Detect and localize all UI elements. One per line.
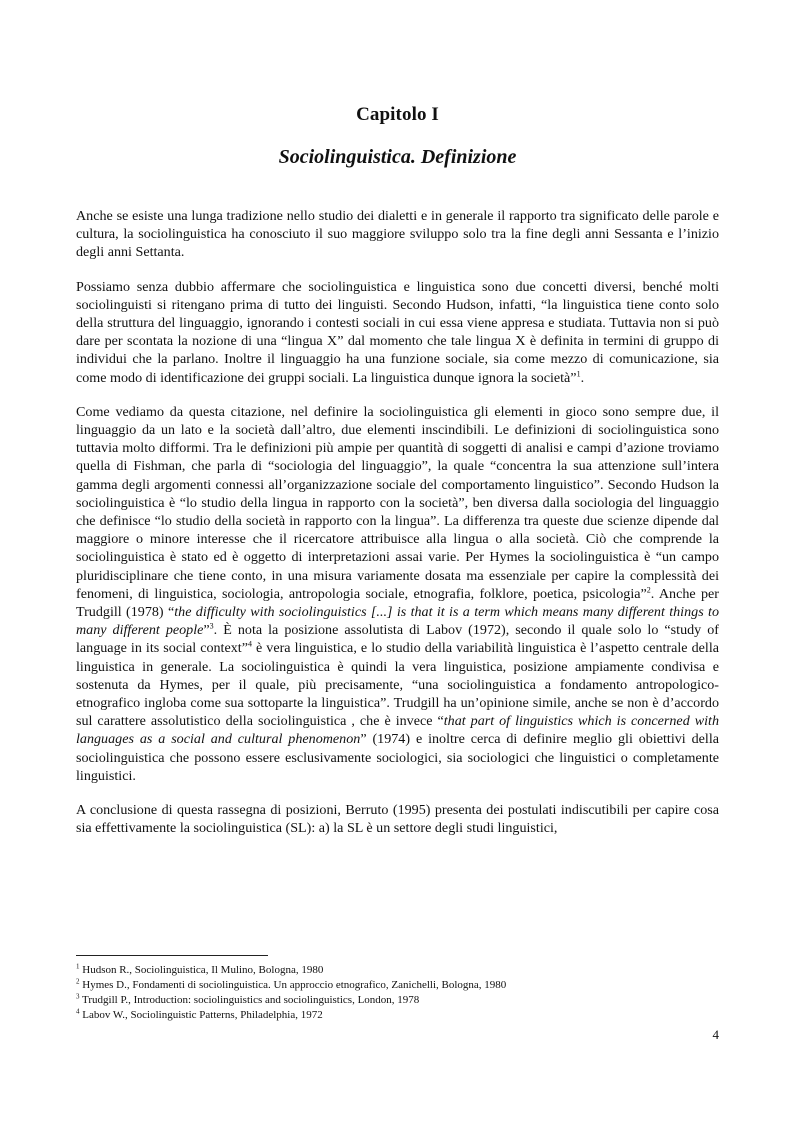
paragraph-2-tail: . xyxy=(580,369,585,386)
page-number: 4 xyxy=(712,1027,719,1042)
footnote-number: 1 xyxy=(76,962,80,971)
footnote-number: 4 xyxy=(76,1007,80,1016)
footnote-text: Hudson R., Sociolinguistica, Il Mulino, Bologna, 1980 xyxy=(79,964,324,976)
footnote xyxy=(76,978,719,993)
footnote-number: 3 xyxy=(76,992,80,1001)
footnote-text: Labov W., Sociolinguistic Patterns, Philadelphia, 1972 xyxy=(79,1009,323,1021)
footnote-ref-2[interactable]: 2 xyxy=(646,585,651,595)
trudgill-quote: the difficulty with sociolinguistics [...] is that it is a term which means many different things to many different people xyxy=(76,604,719,639)
paragraph-3-d: . È nota la posizione assolutista di Labov (1972), secondo il quale solo lo “study of language in its social context” xyxy=(76,622,719,657)
footnote-number: 2 xyxy=(76,977,80,986)
chapter-title: Capitolo I xyxy=(356,104,439,125)
trudgill-definition-quote: that part of linguistics which is concerned with languages as a social and cultural phenomenon xyxy=(76,713,720,748)
chapter-subtitle: Sociolinguistica. Definizione xyxy=(278,146,517,168)
paragraph-3-b: . Anche per Trudgill (1978) “ xyxy=(76,585,719,621)
paragraph-3-a: Come vediamo da questa citazione, nel definire la sociolinguistica gli elementi in gioco sono sempre due, il linguaggio da un lato e la società dall’altro, due elementi inscindibili. Le definizioni di sociolinguistica sono tuttavia molto difformi. Tra le definizioni più ampie per quantità di soggetti di analisi e campi d’azione troviamo quella di Fishman, che parla di “sociologia del linguaggio”, la quale “concentra la sua attenzione sull’intera gamma degli argomenti connessi all’organizzazione sociale del comportamento linguistico”. Secondo Hudson la sociolinguistica è “lo studio della lingua in rapporto con la società”, ben diversa dalla sociologia del linguaggio che definisce “lo studio della società in rapporto con la lingua”. La differenza tra queste due scienze dipende dal maggiore o minore interesse che il ricercatore attribuisce alla lingua o alla società. Ciò che comprende la sociolinguistica è stato ed è oggetto di interpretazioni assai varie. Per Hymes la sociolinguistica è “un campo pluridisciplinare che tiene conto, in una misura variamente dosata ma essenziale per capire la complessità dei fenomeni, di linguistica, sociologia, antropologia sociale, etnografia, folklore, poetica, psicologia” xyxy=(76,403,719,602)
paragraph-2-text: Possiamo senza dubbio affermare che sociolinguistica e linguistica sono due concetti diversi, benché molti sociolinguisti si ritengano prima di tutto dei linguisti. Secondo Hudson, infatti, “la linguistica tiene conto solo della struttura del linguaggio, ignorando i contesti sociali in cui essa viene appresa e studiata. Tuttavia non si può dare per scontata la nozione di una “lingua X” dal momento che tale lingua X è definita in termini di gruppo di individui che la parlano. Inoltre il linguaggio ha una funzione sociale, sia come mezzo di comunicazione, sia come modo di identificazione dei gruppi sociali. La linguistica dunque ignora la società” xyxy=(76,278,719,386)
footnote-ref-4[interactable]: 4 xyxy=(247,639,252,649)
footnote xyxy=(76,993,719,1008)
paragraph-3-e: è vera linguistica, e lo studio della variabilità linguistica è l’aspetto centrale della linguistica in generale. La sociolinguistica è quindi la vera linguistica, posizione ampiamente condivisa e sostenuta da Hymes, per il quale, più precisamente, “una sociolinguistica a fondamento antropologico-etnografico ingloba come sua sottoparte la linguistica”. Trudgill ha un’opinione simile, anche se non è d’accordo sul carattere assolutistico della sociolinguistica , che è invece “ xyxy=(76,640,719,730)
paragraph-3 xyxy=(76,403,719,785)
body-text xyxy=(76,207,719,854)
footnote-ref-3[interactable]: 3 xyxy=(209,621,214,631)
footnote-ref-1[interactable]: 1 xyxy=(576,368,581,378)
paragraph-3-f: ” (1974) e inoltre cerca di definire meglio gli obiettivi della sociolinguistica che possono essere esclusivamente sociologici, sia sociologici che linguistici o completamente linguistici. xyxy=(76,731,720,784)
paragraph-1: Anche se esiste una lunga tradizione nello studio dei dialetti e in generale il rapporto tra significato delle parole e cultura, la sociolinguistica ha conosciuto il suo maggiore sviluppo solo tra la fine degli anni Sessanta e l’inizio degli anni Settanta. xyxy=(76,208,719,261)
footnote-text: Hymes D., Fondamenti di sociolinguistica. Un approccio etnografico, Zanichelli, Bologna, 1980 xyxy=(79,979,507,991)
footnotes xyxy=(76,963,719,1023)
footnote xyxy=(76,963,719,978)
footnote-text: Trudgill P., Introduction: sociolinguistics and sociolinguistics, London, 1978 xyxy=(79,994,420,1006)
footnote-separator xyxy=(76,955,268,956)
paragraph-3-c: ” xyxy=(203,622,210,639)
paragraph-2 xyxy=(76,278,719,387)
paragraph-4: A conclusione di questa rassegna di posizioni, Berruto (1995) presenta dei postulati indiscutibili per capire cosa sia effettivamente la sociolinguistica (SL): a) la SL è un settore degli studi linguistici, xyxy=(76,802,719,837)
footnote xyxy=(76,1008,719,1023)
